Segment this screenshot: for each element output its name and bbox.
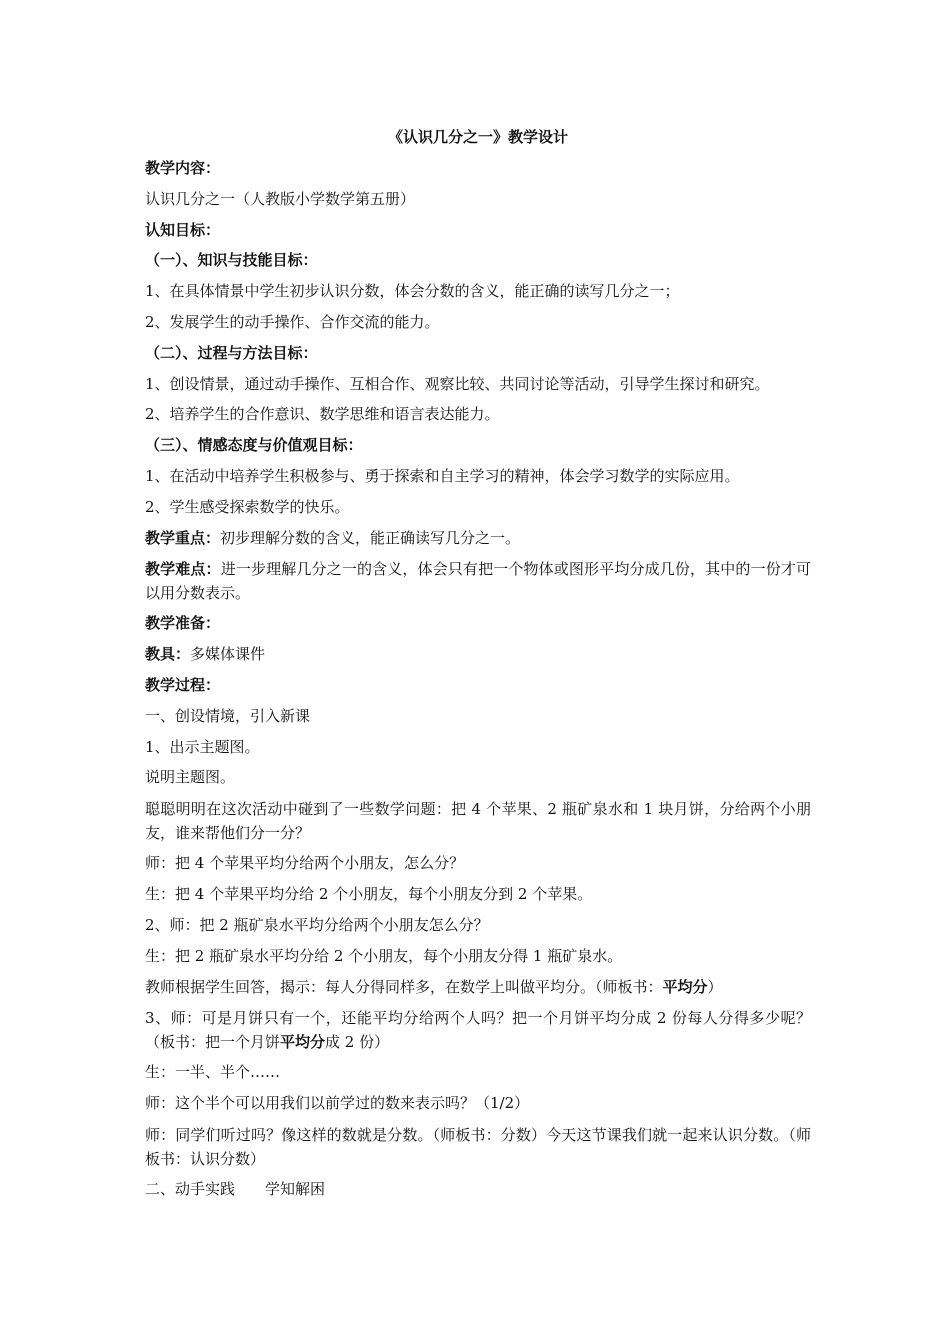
document-line (145, 879, 811, 910)
document-page (145, 122, 811, 1205)
document-line (145, 848, 811, 879)
mooncake-line (145, 1002, 811, 1057)
document-line (145, 307, 811, 338)
line-text: 说明主题图。 (145, 768, 236, 787)
document-line (145, 639, 811, 670)
line-label: （二）、过程与方法目标： (145, 343, 318, 362)
line-label: 教学难点： (145, 560, 221, 579)
line-label: 教学过程： (145, 675, 221, 694)
line-text: 多媒体课件 (190, 645, 266, 664)
line-text: 2、学生感受探索数学的快乐。 (145, 497, 350, 516)
line-text: 初步理解分数的含义，能正确读写几分之一。 (220, 528, 521, 547)
document-line (145, 276, 811, 307)
document-line (145, 215, 811, 246)
line-label: （一）、知识与技能目标： (145, 251, 318, 270)
document-line (145, 910, 811, 941)
line-text: 生：把 4 个苹果平均分给 2 个小朋友，每个小朋友分到 2 个苹果。 (145, 884, 593, 903)
line-text: 1、创设情景，通过动手操作、互相合作、观察比较、共同讨论等活动，引导学生探讨和研究。 (145, 374, 770, 393)
tail-line: 生：一半、半个…… (145, 1063, 281, 1082)
mooncake-pre: 3、师：可是月饼只有一个，还能平均分给两个人吗？把一个月饼平均分成 2 份每人分得多少呢？（板书：把一个月饼 (145, 1009, 811, 1052)
document-line (145, 369, 811, 400)
line-text: 聪聪明明在这次活动中碰到了一些数学问题：把 4 个苹果、2 瓶矿泉水和 1 块月饼，分给两个小朋友，谁来帮他们分一分？ (145, 800, 811, 843)
line-text: 1、在具体情景中学生初步认识分数，体会分数的含义，能正确的读写几分之一； (145, 282, 680, 301)
document-line (145, 608, 811, 639)
line-text: 1、在活动中培养学生积极参与、勇于探索和自主学习的精神，体会学习数学的实际应用。 (145, 466, 740, 485)
document-line (145, 461, 811, 492)
line-text: 一、创设情境，引入新课 (145, 706, 311, 725)
mooncake-post: 成 2 份） (325, 1033, 390, 1052)
line-text: 1、出示主题图。 (145, 737, 260, 756)
document-line (145, 153, 811, 184)
line-text: 生：把 2 瓶矿泉水平均分给 2 个小朋友，每个小朋友分得 1 瓶矿泉水。 (145, 946, 623, 965)
line-label: 教学内容： (145, 159, 221, 177)
document-line (145, 670, 811, 701)
document-line (145, 553, 811, 608)
line-text: 2、师：把 2 瓶矿泉水平均分给两个小朋友怎么分？ (145, 915, 489, 934)
line-text: 2、培养学生的合作意识、数学思维和语言表达能力。 (145, 405, 500, 424)
document-line (145, 762, 811, 793)
document-line (145, 523, 811, 554)
document-line (145, 430, 811, 461)
teacher-summary-line (145, 971, 811, 1002)
line-text: 师：把 4 个苹果平均分给两个小朋友，怎么分？ (145, 854, 465, 873)
document-title: 《认识几分之一》教学设计 (387, 128, 568, 146)
teacher-summary-post: ） (707, 978, 723, 997)
document-line (145, 701, 811, 732)
line-label: 认知目标： (145, 220, 221, 239)
line-label: 教具： (145, 645, 191, 664)
line-label: 教学重点： (145, 528, 221, 547)
mooncake-bold: 平均分 (280, 1033, 326, 1052)
document-line (145, 184, 811, 215)
tail-line: 师：这个半个可以用我们以前学过的数来表示吗？（1/2） (145, 1094, 530, 1113)
line-label: （三）、情感态度与价值观目标： (145, 436, 363, 455)
line-text: 进一步理解几分之一的含义，体会只有把一个物体或图形平均分成几份，其中的一份才可以用分数表示。 (145, 560, 811, 603)
line-label: 教学准备： (145, 614, 221, 633)
teacher-summary-bold: 平均分 (662, 978, 708, 997)
document-line (145, 732, 811, 763)
document-line (145, 492, 811, 523)
document-line (145, 399, 811, 430)
tail-line: 师：同学们听过吗？像这样的数就是分数。（师板书：分数）今天这节课我们就一起来认识分数。（师板书：认识分数） (145, 1125, 811, 1168)
document-line (145, 338, 811, 369)
document-line (145, 793, 811, 848)
document-body (145, 153, 811, 971)
teacher-summary-pre: 教师根据学生回答，揭示：每人分得同样多，在数学上叫做平均分。（师板书： (145, 978, 663, 997)
tail-line: 二、动手实践 学知解困 (145, 1179, 326, 1198)
line-text: 2、发展学生的动手操作、合作交流的能力。 (145, 312, 440, 331)
document-line (145, 941, 811, 972)
line-text: 认识几分之一（人教版小学数学第五册） (145, 189, 416, 208)
document-line (145, 245, 811, 276)
